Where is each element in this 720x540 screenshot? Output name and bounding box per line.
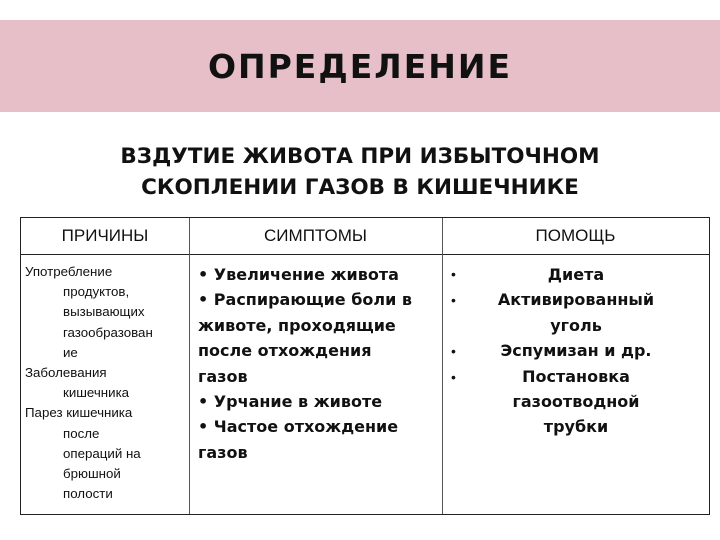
- definition-line-1: ВЗДУТИЕ ЖИВОТА ПРИ ИЗБЫТОЧНОМ: [120, 144, 600, 169]
- header-symptoms: СИМПТОМЫ: [264, 226, 367, 245]
- bullet: •: [451, 369, 456, 385]
- help-cell: [476, 262, 676, 440]
- help-item: Эспумизан и др.: [500, 341, 652, 361]
- help-item: Диета: [547, 265, 605, 284]
- definition-line-2: СКОПЛЕНИИ ГАЗОВ В КИШЕЧНИКЕ: [141, 175, 579, 200]
- cause-item: Употребление продуктов, вызывающих газообразован ие: [25, 264, 153, 360]
- info-table: [20, 217, 710, 515]
- header-causes: ПРИЧИНЫ: [61, 226, 149, 245]
- bullet: •: [451, 266, 456, 282]
- definition-text: [60, 141, 660, 203]
- help-item: Активированный уголь: [497, 290, 655, 335]
- column-divider-2: [442, 218, 443, 514]
- symptoms-cell: [198, 262, 438, 465]
- cause-item: Парез кишечника после операций на брюшной полости: [25, 405, 141, 502]
- symptom-item: • Распирающие боли в животе, проходящие после отхождения газов: [198, 290, 412, 386]
- bullet: •: [451, 292, 456, 308]
- bullet: •: [451, 343, 456, 359]
- symptom-item: • Урчание в животе: [198, 392, 383, 412]
- help-item: Постановка газоотводной трубки: [512, 366, 640, 437]
- title-banner: [0, 20, 720, 112]
- page-title: ОПРЕДЕЛЕНИЕ: [207, 46, 513, 86]
- causes-cell: [25, 262, 185, 504]
- symptom-item: • Увеличение живота: [198, 265, 399, 284]
- column-divider-1: [189, 218, 190, 514]
- symptom-item: • Частое отхождение газов: [198, 417, 399, 462]
- cause-item: Заболевания кишечника: [25, 365, 130, 401]
- header-divider: [21, 254, 709, 255]
- header-help: ПОМОЩЬ: [535, 226, 616, 245]
